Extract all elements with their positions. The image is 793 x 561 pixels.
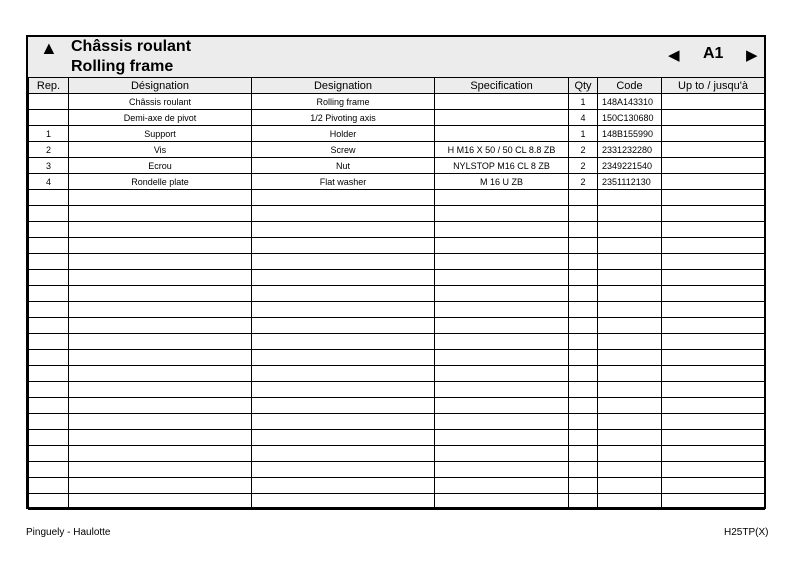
designation-fr-cell: Ecrou xyxy=(69,158,252,174)
rep-cell xyxy=(29,190,69,206)
designation-en-cell: Flat washer xyxy=(252,174,435,190)
designation-fr-cell xyxy=(69,302,252,318)
qty-cell: 1 xyxy=(569,94,598,110)
footer-manufacturer: Pinguely - Haulotte xyxy=(26,527,111,538)
specification-cell xyxy=(435,206,569,222)
empty-table-row xyxy=(29,398,765,414)
specification-cell xyxy=(435,270,569,286)
designation-en-cell xyxy=(252,206,435,222)
rep-cell xyxy=(29,446,69,462)
code-cell: 150C130680 xyxy=(598,110,662,126)
designation-en-cell xyxy=(252,366,435,382)
code-cell xyxy=(598,318,662,334)
rep-cell xyxy=(29,94,69,110)
up-to-cell xyxy=(662,334,765,350)
rep-cell xyxy=(29,270,69,286)
designation-en-cell: Nut xyxy=(252,158,435,174)
qty-cell xyxy=(569,398,598,414)
up-to-cell xyxy=(662,222,765,238)
code-cell xyxy=(598,334,662,350)
code-cell xyxy=(598,414,662,430)
table-row xyxy=(29,110,765,126)
code-cell xyxy=(598,494,662,510)
up-to-cell xyxy=(662,302,765,318)
next-page-icon[interactable]: ▶ xyxy=(746,47,758,64)
code-cell xyxy=(598,478,662,494)
qty-cell xyxy=(569,478,598,494)
parts-table-body xyxy=(29,94,765,510)
designation-fr-cell xyxy=(69,462,252,478)
title-english: Rolling frame xyxy=(71,58,174,75)
specification-cell xyxy=(435,430,569,446)
designation-fr-cell xyxy=(69,334,252,350)
code-cell xyxy=(598,222,662,238)
designation-en-cell xyxy=(252,478,435,494)
rep-cell xyxy=(29,478,69,494)
up-to-cell xyxy=(662,430,765,446)
page-reference: A1 xyxy=(703,45,724,62)
designation-en-cell xyxy=(252,382,435,398)
designation-en-cell: 1/2 Pivoting axis xyxy=(252,110,435,126)
column-header-specification: Specification xyxy=(435,78,569,94)
rep-cell xyxy=(29,414,69,430)
code-cell: 2351112130 xyxy=(598,174,662,190)
qty-cell xyxy=(569,462,598,478)
code-cell: 2349221540 xyxy=(598,158,662,174)
code-cell xyxy=(598,302,662,318)
code-cell xyxy=(598,190,662,206)
designation-fr-cell: Rondelle plate xyxy=(69,174,252,190)
qty-cell xyxy=(569,286,598,302)
table-header-row xyxy=(29,78,765,94)
empty-table-row xyxy=(29,270,765,286)
designation-en-cell: Screw xyxy=(252,142,435,158)
empty-table-row xyxy=(29,494,765,510)
specification-cell xyxy=(435,494,569,510)
table-row xyxy=(29,94,765,110)
designation-en-cell xyxy=(252,286,435,302)
empty-table-row xyxy=(29,238,765,254)
qty-cell xyxy=(569,366,598,382)
designation-en-cell: Rolling frame xyxy=(252,94,435,110)
qty-cell xyxy=(569,254,598,270)
qty-cell xyxy=(569,222,598,238)
designation-fr-cell xyxy=(69,190,252,206)
qty-cell xyxy=(569,238,598,254)
column-header-designation-en: Designation xyxy=(252,78,435,94)
code-cell xyxy=(598,270,662,286)
up-arrow-icon[interactable]: ▲ xyxy=(40,38,58,58)
designation-en-cell xyxy=(252,494,435,510)
rep-cell xyxy=(29,366,69,382)
empty-table-row xyxy=(29,254,765,270)
code-cell: 148A143310 xyxy=(598,94,662,110)
empty-table-row xyxy=(29,206,765,222)
designation-en-cell xyxy=(252,318,435,334)
rep-cell xyxy=(29,382,69,398)
parts-table xyxy=(28,77,765,510)
code-cell xyxy=(598,350,662,366)
designation-fr-cell xyxy=(69,382,252,398)
rep-cell xyxy=(29,334,69,350)
title-french: Châssis roulant xyxy=(71,38,192,55)
designation-fr-cell xyxy=(69,318,252,334)
designation-en-cell xyxy=(252,302,435,318)
rep-cell xyxy=(29,286,69,302)
qty-cell: 4 xyxy=(569,110,598,126)
up-to-cell xyxy=(662,190,765,206)
empty-table-row xyxy=(29,462,765,478)
qty-cell xyxy=(569,206,598,222)
up-to-cell xyxy=(662,110,765,126)
up-to-cell xyxy=(662,270,765,286)
code-cell xyxy=(598,446,662,462)
rep-cell: 1 xyxy=(29,126,69,142)
empty-table-row xyxy=(29,430,765,446)
rep-cell xyxy=(29,302,69,318)
rep-cell: 2 xyxy=(29,142,69,158)
up-to-cell xyxy=(662,94,765,110)
specification-cell: M 16 U ZB xyxy=(435,174,569,190)
rep-cell xyxy=(29,350,69,366)
empty-table-row xyxy=(29,478,765,494)
empty-table-row xyxy=(29,302,765,318)
specification-cell xyxy=(435,126,569,142)
up-to-cell xyxy=(662,414,765,430)
designation-fr-cell xyxy=(69,366,252,382)
qty-cell: 1 xyxy=(569,126,598,142)
code-cell xyxy=(598,366,662,382)
rep-cell xyxy=(29,462,69,478)
specification-cell xyxy=(435,462,569,478)
qty-cell xyxy=(569,382,598,398)
specification-cell xyxy=(435,110,569,126)
up-to-cell xyxy=(662,318,765,334)
specification-cell xyxy=(435,302,569,318)
code-cell xyxy=(598,430,662,446)
empty-table-row xyxy=(29,350,765,366)
designation-en-cell: Holder xyxy=(252,126,435,142)
rep-cell xyxy=(29,254,69,270)
specification-cell xyxy=(435,414,569,430)
qty-cell: 2 xyxy=(569,174,598,190)
up-to-cell xyxy=(662,398,765,414)
up-to-cell xyxy=(662,446,765,462)
rep-cell xyxy=(29,430,69,446)
specification-cell xyxy=(435,318,569,334)
code-cell xyxy=(598,462,662,478)
designation-fr-cell xyxy=(69,494,252,510)
specification-cell xyxy=(435,286,569,302)
code-cell xyxy=(598,286,662,302)
empty-table-row xyxy=(29,414,765,430)
rep-cell xyxy=(29,222,69,238)
empty-table-row xyxy=(29,190,765,206)
code-cell xyxy=(598,398,662,414)
qty-cell xyxy=(569,430,598,446)
rep-cell xyxy=(29,494,69,510)
specification-cell xyxy=(435,478,569,494)
rep-cell: 3 xyxy=(29,158,69,174)
code-cell xyxy=(598,206,662,222)
table-row xyxy=(29,142,765,158)
up-to-cell xyxy=(662,142,765,158)
rep-cell xyxy=(29,110,69,126)
rep-cell xyxy=(29,206,69,222)
empty-table-row xyxy=(29,366,765,382)
code-cell xyxy=(598,238,662,254)
code-cell: 148B155990 xyxy=(598,126,662,142)
qty-cell xyxy=(569,414,598,430)
empty-table-row xyxy=(29,318,765,334)
up-to-cell xyxy=(662,382,765,398)
up-to-cell xyxy=(662,494,765,510)
designation-fr-cell xyxy=(69,350,252,366)
specification-cell xyxy=(435,366,569,382)
specification-cell xyxy=(435,334,569,350)
designation-fr-cell: Châssis roulant xyxy=(69,94,252,110)
designation-en-cell xyxy=(252,430,435,446)
designation-fr-cell xyxy=(69,206,252,222)
up-to-cell xyxy=(662,126,765,142)
designation-fr-cell: Demi-axe de pivot xyxy=(69,110,252,126)
qty-cell xyxy=(569,318,598,334)
qty-cell xyxy=(569,270,598,286)
qty-cell xyxy=(569,494,598,510)
up-to-cell xyxy=(662,286,765,302)
designation-fr-cell xyxy=(69,254,252,270)
designation-fr-cell xyxy=(69,430,252,446)
designation-fr-cell xyxy=(69,238,252,254)
empty-table-row xyxy=(29,446,765,462)
table-row xyxy=(29,158,765,174)
specification-cell: NYLSTOP M16 CL 8 ZB xyxy=(435,158,569,174)
up-to-cell xyxy=(662,174,765,190)
previous-page-icon[interactable]: ◀ xyxy=(668,47,680,64)
qty-cell xyxy=(569,446,598,462)
qty-cell xyxy=(569,334,598,350)
up-to-cell xyxy=(662,350,765,366)
designation-fr-cell xyxy=(69,222,252,238)
designation-en-cell xyxy=(252,334,435,350)
up-to-cell xyxy=(662,462,765,478)
up-to-cell xyxy=(662,478,765,494)
rep-cell xyxy=(29,238,69,254)
qty-cell xyxy=(569,302,598,318)
column-header-qty: Qty xyxy=(569,78,598,94)
up-to-cell xyxy=(662,254,765,270)
footer-model: H25TP(X) xyxy=(724,527,769,538)
table-row xyxy=(29,174,765,190)
designation-en-cell xyxy=(252,350,435,366)
column-header-designation-fr: Désignation xyxy=(69,78,252,94)
designation-en-cell xyxy=(252,190,435,206)
specification-cell xyxy=(435,382,569,398)
qty-cell xyxy=(569,190,598,206)
specification-cell: H M16 X 50 / 50 CL 8.8 ZB xyxy=(435,142,569,158)
empty-table-row xyxy=(29,334,765,350)
rep-cell: 4 xyxy=(29,174,69,190)
up-to-cell xyxy=(662,366,765,382)
empty-table-row xyxy=(29,222,765,238)
designation-fr-cell: Vis xyxy=(69,142,252,158)
qty-cell xyxy=(569,350,598,366)
designation-fr-cell xyxy=(69,414,252,430)
designation-en-cell xyxy=(252,462,435,478)
designation-en-cell xyxy=(252,414,435,430)
designation-en-cell xyxy=(252,446,435,462)
rep-cell xyxy=(29,318,69,334)
qty-cell: 2 xyxy=(569,158,598,174)
empty-table-row xyxy=(29,382,765,398)
code-cell xyxy=(598,382,662,398)
code-cell xyxy=(598,254,662,270)
specification-cell xyxy=(435,398,569,414)
designation-fr-cell: Support xyxy=(69,126,252,142)
designation-fr-cell xyxy=(69,398,252,414)
qty-cell: 2 xyxy=(569,142,598,158)
up-to-cell xyxy=(662,206,765,222)
designation-fr-cell xyxy=(69,446,252,462)
specification-cell xyxy=(435,238,569,254)
designation-en-cell xyxy=(252,270,435,286)
column-header-up-to: Up to / jusqu'à xyxy=(662,78,765,94)
specification-cell xyxy=(435,222,569,238)
code-cell: 2331232280 xyxy=(598,142,662,158)
specification-cell xyxy=(435,254,569,270)
designation-en-cell xyxy=(252,222,435,238)
rep-cell xyxy=(29,398,69,414)
specification-cell xyxy=(435,446,569,462)
designation-fr-cell xyxy=(69,286,252,302)
specification-cell xyxy=(435,190,569,206)
designation-en-cell xyxy=(252,238,435,254)
designation-fr-cell xyxy=(69,478,252,494)
specification-cell xyxy=(435,94,569,110)
table-row xyxy=(29,126,765,142)
parts-sheet xyxy=(26,35,766,509)
up-to-cell xyxy=(662,238,765,254)
column-header-code: Code xyxy=(598,78,662,94)
designation-fr-cell xyxy=(69,270,252,286)
column-header-rep: Rep. xyxy=(29,78,69,94)
sheet-header xyxy=(28,37,764,77)
empty-table-row xyxy=(29,286,765,302)
up-to-cell xyxy=(662,158,765,174)
specification-cell xyxy=(435,350,569,366)
designation-en-cell xyxy=(252,398,435,414)
designation-en-cell xyxy=(252,254,435,270)
